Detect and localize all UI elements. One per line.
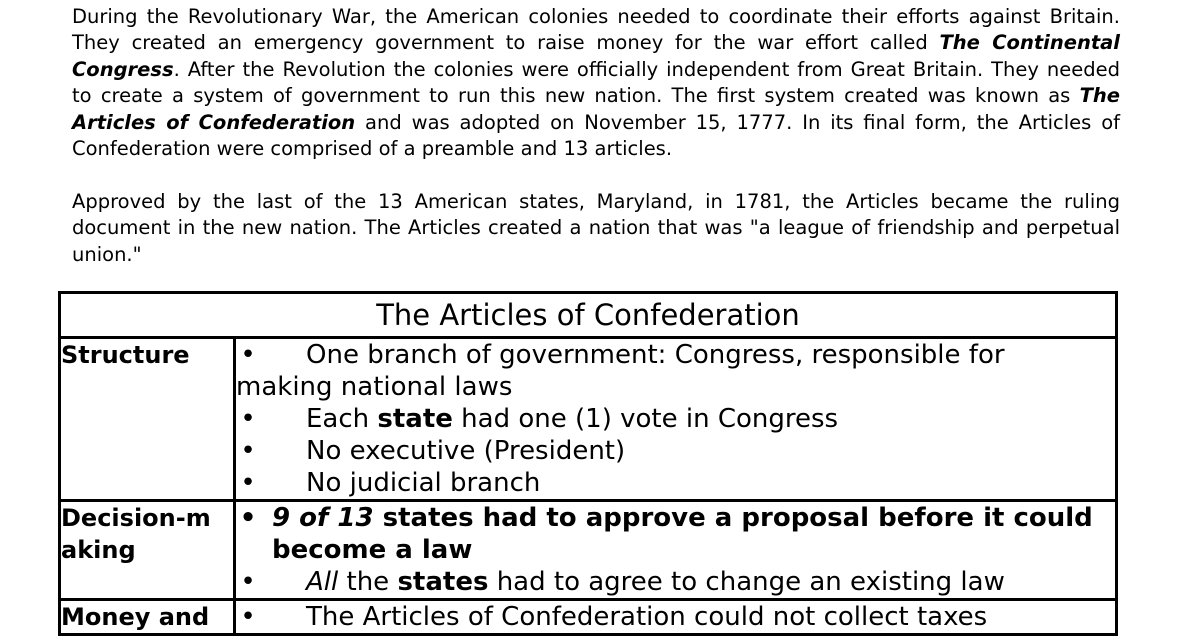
list-item: • No judicial branch bbox=[236, 467, 1115, 499]
row-content-structure bbox=[235, 338, 1117, 501]
list-item: • All the states had to agree to change an existing law bbox=[236, 566, 1115, 598]
table-row-decision bbox=[60, 501, 1117, 600]
list-item: • Each state had one (1) vote in Congress bbox=[236, 403, 1115, 435]
bullet-icon: • bbox=[240, 567, 256, 597]
row-content-money bbox=[235, 600, 1117, 635]
row-label-decision: Decision-m aking bbox=[60, 501, 235, 600]
bullet-icon: • bbox=[240, 602, 256, 632]
articles-table bbox=[58, 291, 1118, 636]
intro-text-1: During the Revolutionary War, the American colonies needed to coordinate their efforts against Britain. They created an emergency government to raise money for the war effort called bbox=[72, 5, 1120, 55]
list-item-continuation: making national laws bbox=[236, 372, 513, 402]
table-row-structure bbox=[60, 338, 1117, 501]
articles-term: The Articles of Confederation bbox=[72, 84, 1120, 134]
row-label-money: Money and bbox=[60, 600, 235, 635]
row-label-structure: Structure bbox=[60, 338, 235, 501]
continental-congress-term: The Continental Congress bbox=[72, 31, 1120, 81]
list-item: • The Articles of Confederation could not collect taxes bbox=[236, 601, 1115, 633]
bullet-icon: • bbox=[240, 340, 256, 370]
approval-paragraph: Approved by the last of the 13 American states, Maryland, in 1781, the Articles became the ruling document in the new nation. The Articles created a nation that was "a league of friendship and perpetual union." bbox=[72, 190, 1120, 266]
bullet-icon: • bbox=[240, 468, 256, 498]
intro-text-3: and was adopted on November 15, 1777. In its final form, the Articles of Confederation were comprised of a preamble and 13 articles. bbox=[72, 110, 1121, 161]
intro-text-2: . After the Revolution the colonies were officially independent from Great Britain. They needed to create a system of government to run this new nation. The first system created was known as bbox=[72, 57, 1120, 108]
row-content-decision bbox=[235, 501, 1117, 600]
list-item: • One branch of government: Congress, responsible for bbox=[236, 339, 1115, 371]
table-row-money bbox=[60, 600, 1117, 635]
table-title: The Articles of Confederation bbox=[60, 293, 1117, 338]
clipped-heading-fragment bbox=[72, 0, 122, 2]
list-item: • 9 of 13 states had to approve a proposal before it could become a law bbox=[236, 502, 1115, 566]
bullet-icon: • bbox=[240, 404, 256, 434]
bullet-icon: • bbox=[240, 436, 256, 466]
intro-paragraph bbox=[72, 4, 1120, 162]
list-item: • No executive (President) bbox=[236, 435, 1115, 467]
bullet-icon: • bbox=[239, 503, 257, 533]
